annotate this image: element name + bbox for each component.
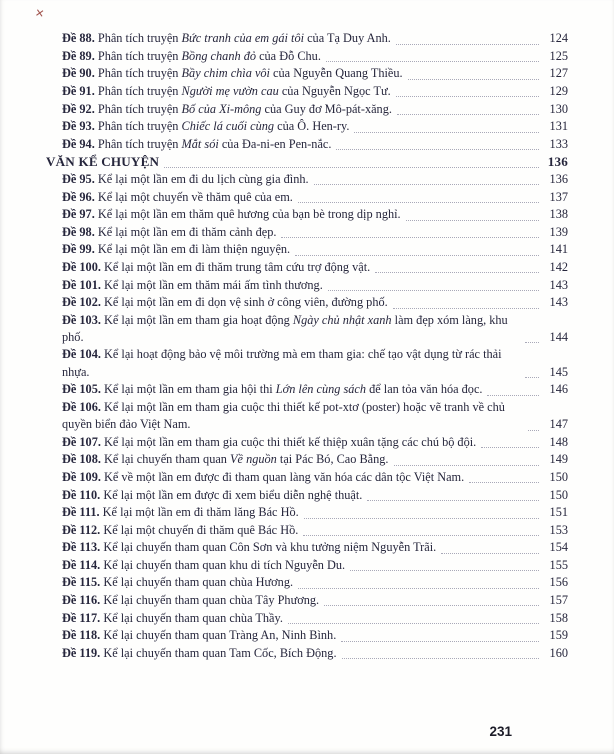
entry-title-italic: Chiếc lá cuối cùng: [181, 119, 275, 134]
entry-text: [62, 434, 476, 451]
entry-text: [62, 399, 523, 434]
entry-text-part: Kể lại chuyến tham quan Tràng An, Ninh Bình.: [103, 628, 337, 643]
entry-text: [62, 136, 331, 153]
entry-text-part: Kể lại chuyến tham quan Côn Sơn và khu tưởng niệm Nguyễn Trãi.: [103, 540, 437, 555]
toc-entry: [46, 645, 568, 663]
dot-leader: [481, 447, 539, 448]
entry-number: Đề 95.: [62, 171, 98, 186]
dot-leader: [314, 184, 539, 185]
toc-entry: [46, 592, 568, 610]
footer-page-number: 231: [489, 724, 512, 739]
entry-text-part: Phân tích truyện: [97, 83, 182, 98]
entry-text: [62, 346, 520, 381]
toc-entry: [46, 30, 568, 48]
entry-text-part: Kể lại một lần em thăm quê hương của bạn bè trong dịp nghỉ.: [97, 207, 401, 222]
entry-text: [62, 574, 293, 591]
entry-number: Đề 115.: [62, 575, 104, 590]
entry-page: 160: [549, 645, 568, 660]
entry-page: 136: [549, 171, 568, 186]
toc-entry: [46, 83, 568, 101]
toc-entry: [46, 609, 568, 627]
entry-text-part: Kể lại chuyến tham quan chùa Thầy.: [103, 610, 283, 625]
entry-text-part: Kể lại một chuyến về thăm quê của em.: [97, 189, 293, 204]
entry-text-part: Kể lại chuyến tham quan Tam Cốc, Bích Động.: [103, 645, 337, 660]
entry-text-part: Kể lại một lần em thăm mái ấm tình thương.: [104, 277, 323, 292]
entry-text: [62, 504, 299, 521]
entry-number: Đề 99.: [62, 242, 98, 257]
entry-number: Đề 117.: [62, 610, 104, 625]
entry-text-part: của Guy đơ Mô-pát-xăng.: [261, 101, 392, 116]
entry-page: 157: [549, 593, 568, 608]
entry-text: [62, 487, 362, 504]
toc-list: [46, 30, 568, 662]
toc-entry: [46, 100, 568, 118]
dot-leader: [328, 290, 539, 291]
dot-leader: [298, 202, 539, 203]
entry-number: Đề 90.: [62, 66, 98, 81]
entry-title-italic: Bố của Xi-mông: [181, 101, 262, 116]
entry-text-part: Kể về một lần em được đi tham quan làng văn hóa các dân tộc Việt Nam.: [104, 469, 465, 484]
entry-text-part: Kể lại một lần em đi du lịch cùng gia đình.: [97, 171, 309, 186]
entry-title-italic: Lớn lên cùng sách: [275, 382, 367, 397]
dot-leader: [350, 570, 539, 571]
dot-leader: [406, 220, 539, 221]
entry-number: Đề 116.: [62, 593, 104, 608]
dot-leader: [397, 114, 539, 115]
entry-page: 133: [549, 136, 568, 151]
entry-text-part: của Ô. Hen-ry.: [274, 119, 350, 134]
dot-leader: [326, 61, 539, 62]
entry-page: 146: [549, 382, 568, 397]
dot-leader: [408, 79, 539, 80]
toc-entry: [46, 504, 568, 522]
entry-text: [62, 118, 349, 135]
entry-number: Đề 104.: [62, 347, 105, 362]
entry-number: Đề 114.: [62, 557, 104, 572]
entry-page: 129: [549, 83, 568, 98]
entry-title-italic: Bầy chim chìa vôi: [181, 66, 270, 81]
entry-number: Đề 96.: [62, 189, 98, 204]
entry-text-part: Kể lại một lần em đi thăm cảnh đẹp.: [97, 224, 277, 239]
entry-page: 158: [549, 610, 568, 625]
entry-text-part: Kể lại một lần em đi làm thiện nguyện.: [97, 242, 291, 257]
toc-entry: [46, 381, 568, 399]
entry-text-part: Kể lại một lần em tham gia cuộc thi thiết kế thiệp xuân tặng các chú bộ đội.: [104, 434, 477, 449]
entry-page: 147: [549, 417, 568, 432]
entry-text-part: Kể lại một lần em tham gia cuộc thi thiết kế pot-xtơ (poster) hoặc vẽ tranh về chủ quyền biển đảo Việt Nam.: [62, 399, 505, 432]
entry-page: 156: [549, 575, 568, 590]
entry-text-part: của Đa-ni-en Pen-nắc.: [218, 136, 332, 151]
entry-text-part: làm đẹp xóm làng, khu phố.: [62, 312, 508, 344]
entry-text-part: Phân tích truyện: [97, 136, 182, 151]
dot-leader: [469, 482, 539, 483]
entry-page: 143: [549, 277, 568, 292]
dot-leader: [441, 553, 539, 554]
toc-entry: [46, 557, 568, 575]
entry-text-part: Kể lại một lần em đi dọn vệ sinh ở công viên, đường phố.: [104, 295, 388, 310]
dot-leader: [324, 605, 539, 606]
dot-leader: [281, 237, 539, 238]
entry-page: 125: [549, 48, 568, 63]
scan-mark: ✕: [33, 6, 46, 21]
entry-page: 150: [549, 469, 568, 484]
entry-text: [62, 65, 403, 82]
entry-number: Đề 97.: [62, 207, 98, 222]
entry-text: [62, 381, 482, 398]
entry-text-part: tại Pác Bó, Cao Bằng.: [276, 452, 389, 467]
toc-entry: [46, 469, 568, 487]
entry-text: [62, 171, 309, 188]
entry-number: Đề 103.: [62, 312, 105, 327]
entry-text-part: Kể lại chuyến tham quan chùa Hương.: [103, 575, 294, 590]
entry-text: [62, 592, 319, 609]
entry-text-part: Kể lại chuyến tham quan: [104, 452, 231, 467]
dot-leader: [394, 465, 539, 466]
toc-section-header: [46, 153, 568, 171]
entry-number: Đề 94.: [62, 136, 98, 151]
entry-text-part: Kể lại một lần em tham gia hoạt động: [104, 312, 293, 327]
entry-page: 144: [549, 329, 568, 344]
dot-leader: [396, 44, 539, 45]
entry-number: Đề 101.: [62, 277, 105, 292]
entry-title-italic: Ngày chủ nhật xanh: [292, 312, 392, 327]
entry-page: 136: [547, 154, 568, 170]
entry-title-italic: Bức tranh của em gái tôi: [181, 31, 305, 46]
entry-page: 137: [549, 189, 568, 204]
entry-number: Đề 88.: [62, 31, 98, 46]
entry-page: 141: [549, 242, 568, 257]
entry-text-part: của Tạ Duy Anh.: [304, 31, 391, 46]
entry-text: [62, 259, 370, 276]
toc-entry: [46, 171, 568, 189]
dot-leader: [298, 588, 539, 589]
toc-entry: [46, 522, 568, 540]
entry-page: 142: [549, 259, 568, 274]
entry-number: Đề 110.: [62, 487, 104, 502]
dot-leader: [367, 500, 539, 501]
entry-text: [62, 627, 336, 644]
entry-number: Đề 107.: [62, 434, 105, 449]
dot-leader: [393, 308, 539, 309]
entry-page: 138: [549, 207, 568, 222]
entry-page: 153: [549, 522, 568, 537]
entry-page: 130: [549, 101, 568, 116]
entry-text: [62, 206, 401, 223]
dot-leader: [164, 167, 539, 168]
entry-number: Đề 105.: [62, 382, 105, 397]
entry-number: Đề 118.: [62, 628, 104, 643]
entry-text: [62, 48, 321, 65]
toc-entry: [46, 224, 568, 242]
entry-page: 155: [549, 557, 568, 572]
entry-text-part: Kể lại một lần em đi thăm trung tâm cứu trợ động vật.: [104, 259, 371, 274]
toc-entry: [46, 241, 568, 259]
entry-page: 154: [549, 540, 568, 555]
entry-text: [62, 522, 298, 539]
toc-entry: [46, 451, 568, 469]
entry-page: 143: [549, 295, 568, 310]
entry-text-part: để lan tỏa văn hóa đọc.: [366, 382, 483, 397]
entry-page: 139: [549, 224, 568, 239]
entry-page: 150: [549, 487, 568, 502]
entry-text-part: Kể lại chuyến tham quan chùa Tây Phương.: [103, 593, 320, 608]
dot-leader: [487, 395, 539, 396]
entry-text: [62, 189, 293, 206]
entry-page: 131: [549, 119, 568, 134]
dot-leader: [528, 430, 539, 431]
entry-page: 151: [549, 505, 568, 520]
dot-leader: [525, 342, 539, 343]
entry-title-italic: Người mẹ vườn cau: [181, 83, 279, 98]
dot-leader: [341, 641, 539, 642]
entry-number: Đề 98.: [62, 224, 98, 239]
toc-entry: [46, 65, 568, 83]
entry-text: [62, 312, 520, 347]
dot-leader: [342, 658, 539, 659]
dot-leader: [396, 96, 539, 97]
toc-entry: [46, 259, 568, 277]
section-label: VĂN KỂ CHUYỆN: [46, 154, 160, 170]
entry-page: 145: [549, 364, 568, 379]
entry-text: [62, 557, 345, 574]
entry-text: [62, 469, 464, 486]
dot-leader: [336, 149, 539, 150]
entry-text: [62, 241, 290, 258]
entry-text-part: của Đỗ Chu.: [256, 48, 321, 63]
entry-text: [62, 224, 276, 241]
toc-entry: [46, 434, 568, 452]
entry-number: Đề 106.: [62, 399, 105, 414]
toc-entry: [46, 206, 568, 224]
entry-number: Đề 119.: [62, 645, 104, 660]
entry-page: 124: [549, 31, 568, 46]
toc-entry: [46, 486, 568, 504]
entry-number: Đề 109.: [62, 469, 105, 484]
entry-number: Đề 89.: [62, 48, 98, 63]
entry-text: [62, 30, 391, 47]
entry-number: Đề 102.: [62, 295, 105, 310]
dot-leader: [525, 377, 539, 378]
entry-number: Đề 93.: [62, 119, 98, 134]
entry-text-part: Kể lại một lần em đi thăm lăng Bác Hồ.: [102, 505, 299, 520]
toc-entry: [46, 118, 568, 136]
entry-text-part: Kể lại một lần em tham gia hội thi: [104, 382, 276, 397]
entry-page: 148: [549, 434, 568, 449]
entry-text-part: Kể lại hoạt động bảo vệ môi trường mà em tham gia: chế tạo vật dụng từ rác thải nhựa.: [62, 347, 502, 379]
dot-leader: [303, 535, 539, 536]
toc-entry: [46, 574, 568, 592]
toc-entry: [46, 294, 568, 312]
entry-number: Đề 92.: [62, 101, 98, 116]
toc-entry: [46, 627, 568, 645]
entry-text-part: Kể lại chuyến tham quan khu di tích Nguyễn Du.: [103, 557, 346, 572]
dot-leader: [304, 518, 539, 519]
toc-entry: [46, 276, 568, 294]
entry-text: [62, 277, 323, 294]
entry-title-italic: Về nguồn: [230, 452, 277, 467]
entry-page: 159: [549, 628, 568, 643]
entry-text: [62, 294, 388, 311]
dot-leader: [295, 255, 539, 256]
toc-entry: [46, 312, 568, 347]
toc-entry: [46, 399, 568, 434]
entry-number: Đề 112.: [62, 522, 104, 537]
entry-text-part: Phân tích truyện: [97, 119, 182, 134]
toc-entry: [46, 346, 568, 381]
toc-entry: [46, 136, 568, 154]
entry-number: Đề 111.: [62, 505, 103, 520]
dot-leader: [288, 623, 539, 624]
entry-text: [62, 645, 337, 662]
entry-title-italic: Mắt sói: [181, 136, 219, 151]
toc-entry: [46, 48, 568, 66]
entry-text: [62, 451, 389, 468]
dot-leader: [354, 132, 539, 133]
entry-page: 127: [549, 66, 568, 81]
entry-text-part: Phân tích truyện: [97, 66, 182, 81]
dot-leader: [375, 272, 539, 273]
entry-number: Đề 100.: [62, 259, 105, 274]
entry-text-part: Phân tích truyện: [97, 48, 182, 63]
entry-text: [62, 539, 436, 556]
toc-entry: [46, 188, 568, 206]
entry-number: Đề 108.: [62, 452, 105, 467]
toc-entry: [46, 539, 568, 557]
entry-number: Đề 91.: [62, 83, 98, 98]
entry-text: [62, 610, 283, 627]
entry-text-part: của Nguyễn Quang Thiều.: [269, 66, 403, 81]
entry-text-part: của Nguyễn Ngọc Tư.: [278, 83, 391, 98]
entry-text-part: Phân tích truyện: [97, 31, 182, 46]
entry-page: 149: [549, 452, 568, 467]
entry-text-part: Kể lại một chuyến đi thăm quê Bác Hồ.: [103, 522, 299, 537]
entry-text-part: Kể lại một lần em được đi xem biểu diễn nghệ thuật.: [103, 487, 363, 502]
entry-text-part: Phân tích truyện: [97, 101, 182, 116]
entry-text: [62, 83, 391, 100]
entry-title-italic: Bồng chanh đỏ: [181, 48, 256, 63]
entry-text: [62, 101, 392, 118]
entry-number: Đề 113.: [62, 540, 104, 555]
